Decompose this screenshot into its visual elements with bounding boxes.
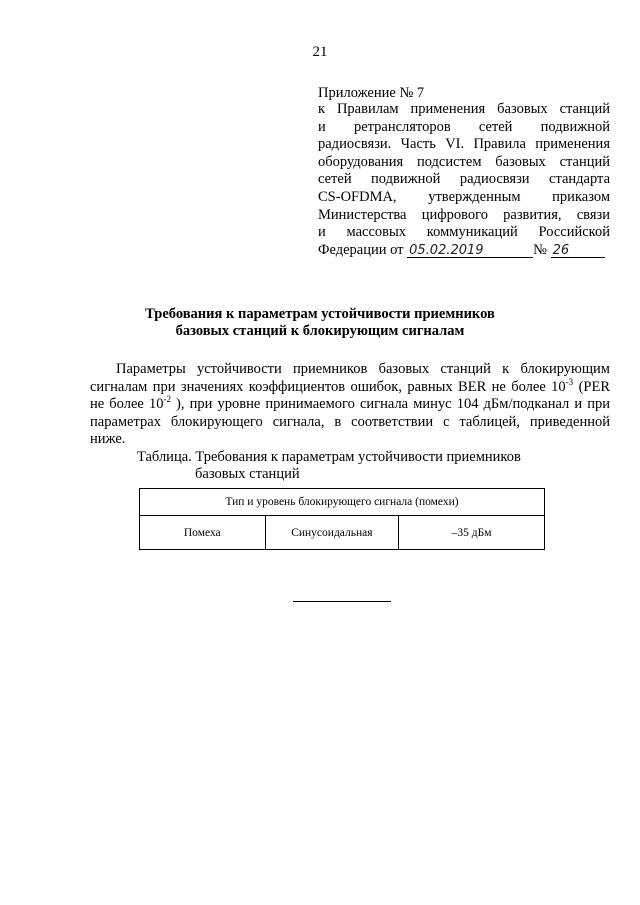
table-header-row (140, 489, 545, 516)
text-run: не более 10 (90, 396, 164, 413)
table-cell-interference: Помеха (140, 516, 266, 550)
table-caption-line-1: Таблица. Требования к параметрам устойчивости приемников (137, 449, 521, 465)
text-run: ), при уровне принимаемого сигнала минус 104 дБм/подканал и при (170, 396, 610, 413)
appendix-reference (318, 101, 610, 259)
table-header-cell: Тип и уровень блокирующего сигнала (помехи) (140, 489, 545, 516)
handwritten-date: 05.02.2019 (407, 244, 533, 258)
federation-prefix: Федерации от (318, 241, 404, 258)
text-run: (PER (573, 378, 610, 395)
superscript: -3 (565, 376, 574, 387)
table-cell-signal-type: Синусоидальная (265, 516, 399, 550)
table-row (140, 516, 545, 550)
text-run: сигналам при значениях коэффициентов ошибок, равных BER не более 10 (90, 378, 566, 395)
body-paragraph (90, 361, 610, 449)
handwritten-number: 26 (551, 244, 605, 258)
section-heading (0, 306, 640, 340)
appendix-line: и ретрансляторов сетей подвижной (318, 118, 610, 135)
heading-line-1: Требования к параметрам устойчивости приемников (145, 306, 495, 322)
appendix-line: к Правилам применения базовых станций (318, 101, 610, 117)
appendix-line: сетей подвижной радиосвязи стандарта (318, 171, 610, 188)
heading-line-2: базовых станций к блокирующим сигналам (175, 323, 465, 339)
table-caption-line-2: базовых станций (195, 466, 300, 482)
appendix-line: оборудования подсистем базовых станций (318, 153, 610, 170)
table-cell-level: –35 дБм (399, 516, 545, 550)
paragraph-line-5: ниже. (90, 431, 126, 448)
appendix-line: радиосвязи. Часть VI. Правила применения (318, 136, 610, 153)
paragraph-line-4: параметрах блокирующего сигнала, в соответствии с таблицей, приведенной (90, 413, 610, 430)
appendix-line: и массовых коммуникаций Российской (318, 224, 610, 241)
appendix-line: CS-OFDMA, утвержденным приказом (318, 188, 610, 205)
footer-separator-line (293, 601, 391, 602)
requirements-table (139, 488, 545, 550)
paragraph-line-1: Параметры устойчивости приемников базовых станций к блокирующим (116, 361, 610, 377)
page-number: 21 (312, 44, 328, 60)
appendix-line: Министерства цифрового развития, связи (318, 206, 610, 223)
appendix-last-line (318, 242, 610, 260)
number-label: № (533, 241, 547, 258)
paragraph-line-3 (90, 396, 610, 414)
appendix-title: Приложение № 7 (318, 85, 425, 101)
table-caption (137, 449, 557, 483)
superscript: -2 (163, 394, 171, 405)
